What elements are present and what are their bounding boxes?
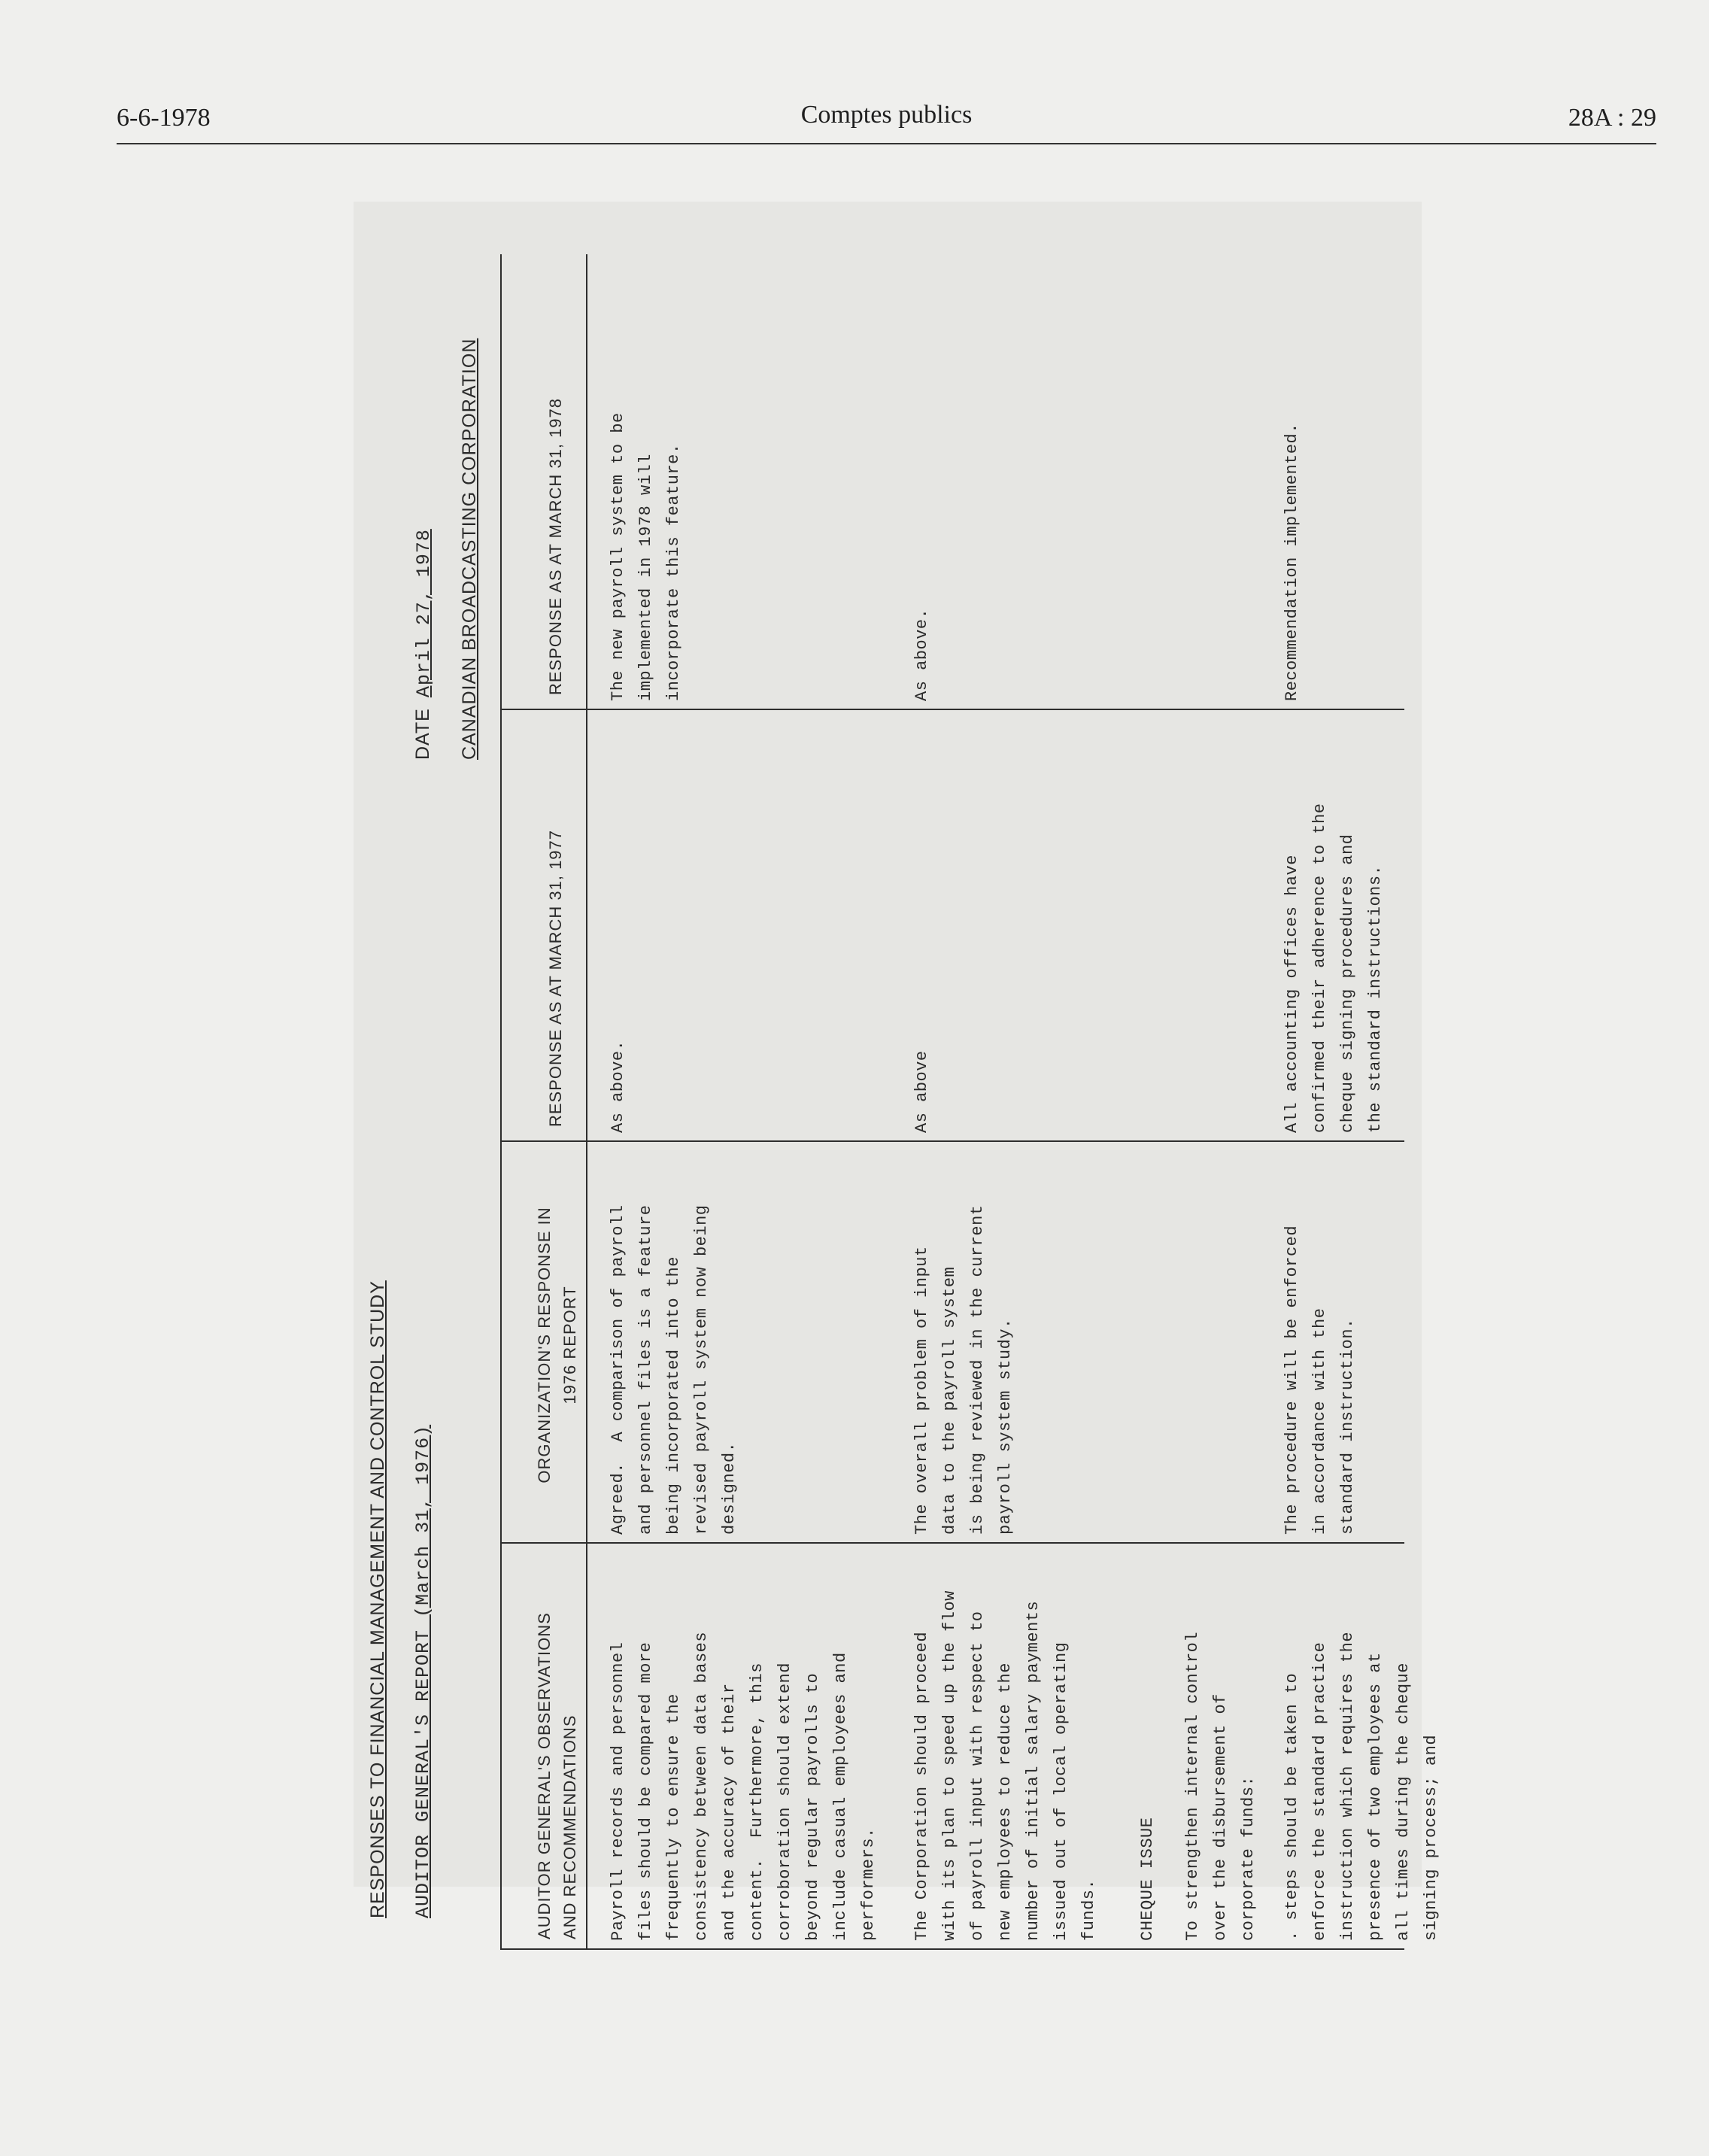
response-1977-payroll: As above. <box>609 1040 627 1133</box>
cheque-issue-heading: CHEQUE ISSUE <box>1138 1817 1157 1941</box>
date-value: April 27, 1978 <box>413 529 435 698</box>
header-page-number: 28A : 29 <box>1568 104 1656 132</box>
rotated-document <box>354 248 1440 1956</box>
responses-table <box>500 254 1440 1950</box>
date-label: DATE <box>412 708 433 760</box>
header-rule <box>117 143 1656 144</box>
column-header-1977: RESPONSE AS AT MARCH 31, 1977 <box>546 829 565 1127</box>
document-subtitle: AUDITOR GENERAL'S REPORT (March 31, 1976) <box>412 1424 434 1918</box>
document-date <box>412 529 435 760</box>
column-header-observations: AUDITOR GENERAL'S OBSERVATIONS AND RECOMMENDATIONS <box>535 1612 579 1939</box>
page-header <box>117 101 1656 147</box>
observation-cheque-signing: . steps should be taken to enforce the standard practice instruction which requires the presence of two employees at all times during the cheque signing process; and <box>1283 1631 1440 1941</box>
response-1976-payroll: Agreed. A comparison of payroll and personnel files is a feature being incorporated into the revised payroll system now being designed. <box>609 1204 739 1535</box>
observation-internal-control: To strengthen internal control over the disbursement of corporate funds: <box>1183 1631 1258 1941</box>
observation-payroll-input: The Corporation should proceed with its plan to speed up the flow of payroll input with respect to new employees to reduce the number of initial salary payments issued out of local operating funds. <box>912 1590 1098 1941</box>
header-title: Comptes publics <box>800 101 973 129</box>
organization-name: CANADIAN BROADCASTING CORPORATION <box>459 338 480 760</box>
column-divider-2 <box>502 1140 1404 1142</box>
column-1978-response <box>502 254 1404 709</box>
response-1976-cheque: The procedure will be enforced in accordance with the standard instruction. <box>1283 1225 1357 1535</box>
observation-payroll-records: Payroll records and personnel files should be compared more frequently to ensure the consistency between data bases and the accuracy of their content. Furthermore, this corroboration should extend beyond regular payrolls to include casual employees and performers. <box>609 1631 878 1941</box>
column-header-1976: ORGANIZATION'S RESPONSE IN 1976 REPORT <box>535 1207 579 1483</box>
response-1978-input: As above. <box>912 608 931 701</box>
response-1976-input: The overall problem of input data to the payroll system is being reviewed in the current payroll system study. <box>912 1204 1015 1535</box>
document-title: RESPONSES TO FINANCIAL MANAGEMENT AND CONTROL STUDY <box>367 1280 388 1918</box>
response-1978-cheque: Recommendation implemented. <box>1283 423 1301 701</box>
column-observations <box>502 1544 1440 1948</box>
header-date: 6-6-1978 <box>117 104 211 132</box>
column-1977-response <box>502 710 1404 1140</box>
response-1977-input: As above <box>912 1050 931 1133</box>
column-1976-response <box>502 1142 1404 1542</box>
column-divider-1 <box>502 1542 1404 1544</box>
column-header-1978: RESPONSE AS AT MARCH 31, 1978 <box>546 397 565 695</box>
response-1977-cheque: All accounting offices have confirmed their adherence to the cheque signing procedures and the standard instructions. <box>1283 803 1385 1133</box>
column-divider-3 <box>502 709 1404 710</box>
response-1978-payroll: The new payroll system to be implemented in 1978 will incorporate this feature. <box>609 412 683 701</box>
